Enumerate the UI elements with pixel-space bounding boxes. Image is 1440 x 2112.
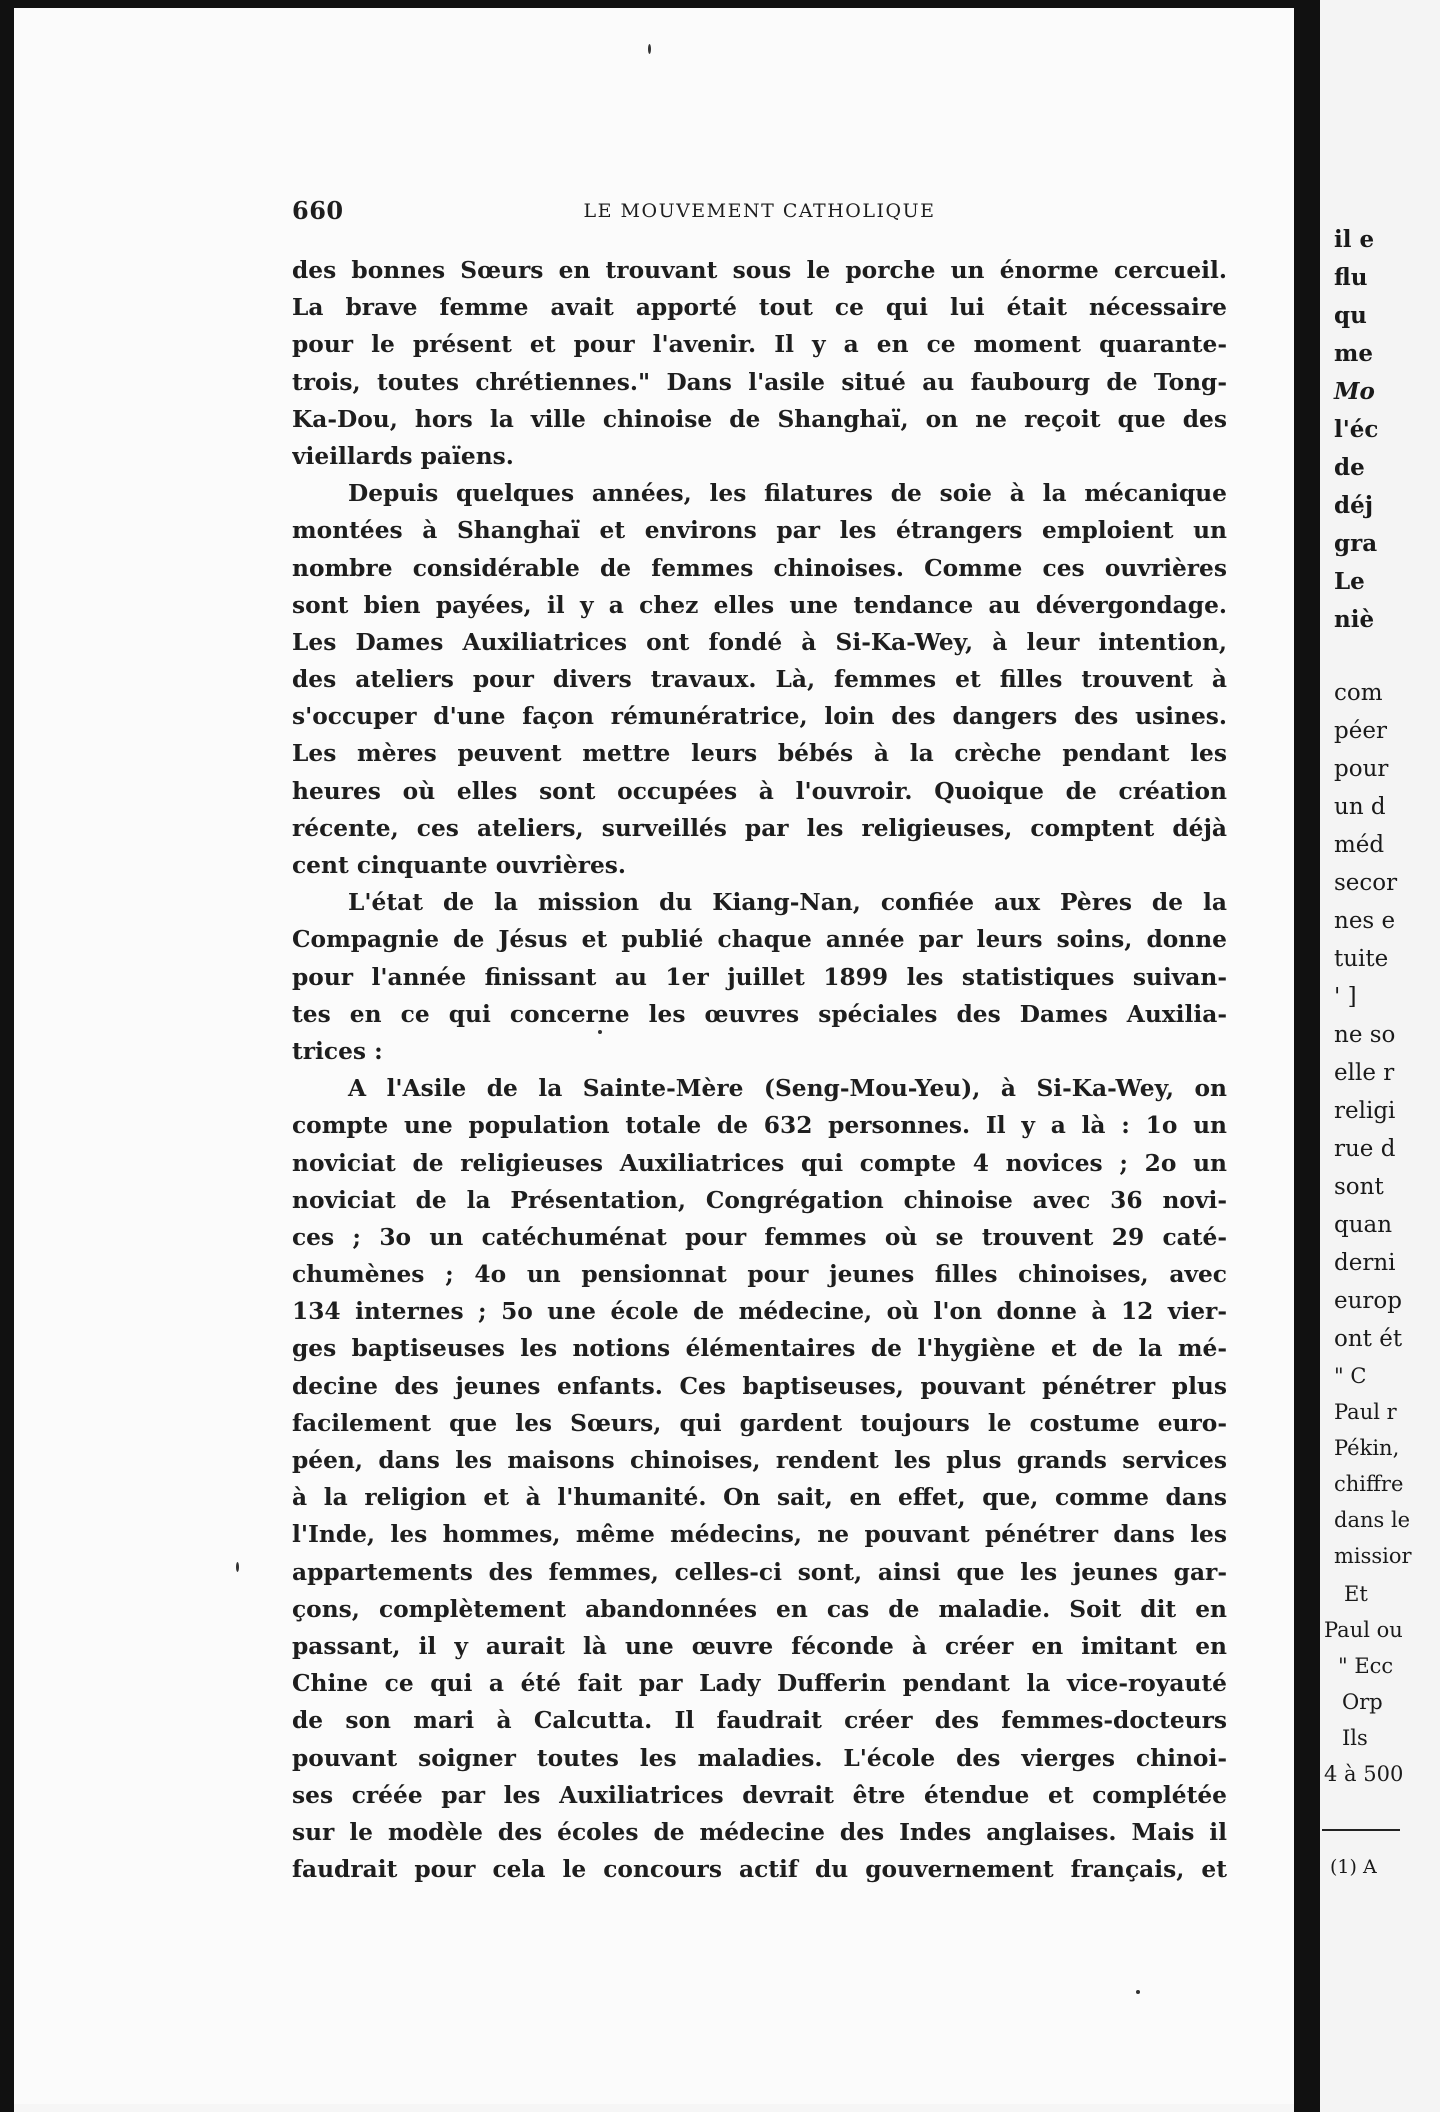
- text-line: chumènes ; 4o un pensionnat pour jeunes filles chinoises, avec: [292, 1261, 1227, 1289]
- text-line: nombre considérable de femmes chinoises. Comme ces ouvrières: [292, 554, 1227, 582]
- adjacent-page-fragment: derni: [1334, 1250, 1396, 1276]
- scan-speck: [1136, 1990, 1140, 1994]
- text-line: appartements des femmes, celles-ci sont, ainsi que les jeunes gar-: [292, 1558, 1227, 1586]
- adjacent-page-fragment: ne so: [1334, 1022, 1396, 1048]
- text-line: çons, complètement abandonnées en cas de maladie. Soit dit en: [292, 1595, 1227, 1623]
- text-line: tes en ce qui concerne les œuvres spéciales des Dames Auxilia-: [292, 1000, 1227, 1028]
- scan-speck: [648, 44, 651, 54]
- adjacent-page-fragment: méd: [1334, 832, 1385, 858]
- adjacent-page-fragment: 4 à 500: [1324, 1762, 1404, 1786]
- adjacent-page-fragment: un d: [1334, 794, 1386, 820]
- text-line: trois, toutes chrétiennes." Dans l'asile situé au faubourg de Tong-: [292, 368, 1227, 396]
- adjacent-page-fragment: " Ecc: [1338, 1654, 1394, 1678]
- adjacent-page-fragment: déj: [1334, 492, 1374, 519]
- adjacent-page-fragment: " C: [1334, 1364, 1367, 1388]
- text-line: decine des jeunes enfants. Ces baptiseuses, pouvant pénétrer plus: [292, 1372, 1227, 1400]
- adjacent-page-fragment: dans le: [1334, 1508, 1411, 1532]
- scan-speck: [236, 1562, 239, 1572]
- text-line: Compagnie de Jésus et publié chaque année par leurs soins, donne: [292, 926, 1227, 954]
- text-line: récente, ces ateliers, surveillés par les religieuses, comptent déjà: [292, 814, 1227, 842]
- text-line: péen, dans les maisons chinoises, rendent les plus grands services: [292, 1447, 1227, 1474]
- adjacent-page-fragment: Orp: [1342, 1690, 1383, 1714]
- text-line: cent cinquante ouvrières.: [292, 852, 627, 879]
- text-line: L'état de la mission du Kiang-Nan, confiée aux Pères de la: [348, 889, 1227, 917]
- adjacent-page-fragment: europ: [1334, 1288, 1402, 1314]
- adjacent-page-fragment: chiffre: [1334, 1472, 1404, 1496]
- adjacent-page-fragment: flu: [1334, 264, 1368, 291]
- text-line: Les Dames Auxiliatrices ont fondé à Si-Ka-Wey, à leur intention,: [292, 628, 1227, 656]
- text-line: des ateliers pour divers travaux. Là, femmes et filles trouvent à: [292, 666, 1227, 694]
- text-line: sont bien payées, il y a chez elles une tendance au dévergondage.: [292, 591, 1227, 619]
- text-line: compte une population totale de 632 personnes. Il y a là : 1o un: [292, 1112, 1227, 1140]
- adjacent-page-fragment: pour: [1334, 756, 1389, 782]
- adjacent-page-fragment: ' ]: [1334, 984, 1357, 1010]
- text-line: trices :: [292, 1037, 383, 1065]
- text-line: ges baptiseuses les notions élémentaires de l'hygiène et de la mé-: [292, 1335, 1227, 1363]
- page-header: [292, 196, 1227, 232]
- adjacent-page-fragment: Paul r: [1334, 1400, 1397, 1424]
- text-line: 134 internes ; 5o une école de médecine, où l'on donne à 12 vier-: [292, 1298, 1227, 1326]
- adjacent-page-fragment: niè: [1334, 606, 1375, 633]
- text-line: des bonnes Sœurs en trouvant sous le porche un énorme cercueil.: [292, 257, 1227, 284]
- text-line: ses créée par les Auxiliatrices devrait être étendue et complétée: [292, 1781, 1227, 1809]
- text-line: vieillards païens.: [292, 442, 514, 470]
- text-line: pour l'année finissant au 1er juillet 1899 les statistiques suivan-: [292, 963, 1227, 991]
- text-line: noviciat de religieuses Auxiliatrices qui compte 4 novices ; 2o un: [292, 1149, 1227, 1177]
- adjacent-page-fragment: nes e: [1334, 908, 1396, 934]
- text-line: montées à Shanghaï et environs par les étrangers emploient un: [292, 517, 1227, 545]
- text-line: facilement que les Sœurs, qui gardent toujours le costume euro-: [292, 1409, 1227, 1437]
- adjacent-page-fragment: Ils: [1342, 1726, 1368, 1750]
- text-line: pouvant soigner toutes les maladies. L'école des vierges chinoi-: [292, 1744, 1227, 1772]
- body-text: [292, 252, 1227, 1888]
- text-line: Chine ce qui a été fait par Lady Dufferin pendant la vice-royauté: [292, 1670, 1227, 1698]
- left-scan-border: [0, 0, 14, 2112]
- text-line: de son mari à Calcutta. Il faudrait créer des femmes-docteurs: [292, 1707, 1227, 1735]
- text-line: faudrait pour cela le concours actif du gouvernement français, et: [292, 1856, 1227, 1884]
- adjacent-page-fragment: elle r: [1334, 1060, 1395, 1086]
- running-head: LE MOUVEMENT CATHOLIQUE: [583, 200, 936, 222]
- adjacent-page-fragment: tuite: [1334, 946, 1389, 972]
- adjacent-page-fragment: religi: [1334, 1098, 1396, 1124]
- adjacent-page-fragment: de: [1334, 454, 1365, 481]
- adjacent-page-fragment: secor: [1334, 870, 1398, 896]
- text-line: pour le présent et pour l'avenir. Il y a en ce moment quarante-: [292, 331, 1227, 359]
- top-scan-border: [0, 0, 1440, 8]
- text-line: à la religion et à l'humanité. On sait, en effet, que, comme dans: [292, 1484, 1227, 1512]
- adjacent-page-fragment: Le: [1334, 568, 1365, 595]
- footnote-rule: [1322, 1829, 1400, 1831]
- text-line: passant, il y aurait là une œuvre féconde à créer en imitant en: [292, 1632, 1227, 1660]
- adjacent-page-fragment: quan: [1334, 1212, 1393, 1238]
- adjacent-page-fragment: missior: [1334, 1544, 1412, 1568]
- adjacent-page-fragment: il e: [1334, 226, 1375, 253]
- adjacent-page-fragment: sont: [1334, 1174, 1384, 1200]
- adjacent-page-fragment: Paul ou: [1324, 1618, 1403, 1642]
- adjacent-page-fragment: gra: [1334, 530, 1378, 557]
- adjacent-page-fragment: l'éc: [1334, 416, 1379, 443]
- page-gutter: [1294, 0, 1320, 2112]
- adjacent-page: [1320, 0, 1440, 2112]
- adjacent-page-fragment: Mo: [1334, 378, 1375, 405]
- text-line: Ka-Dou, hors la ville chinoise de Shanghaï, on ne reçoit que des: [292, 405, 1227, 433]
- text-line: heures où elles sont occupées à l'ouvroir. Quoique de création: [292, 777, 1227, 805]
- adjacent-page-fragment: (1) A: [1330, 1856, 1377, 1878]
- text-line: noviciat de la Présentation, Congrégation chinoise avec 36 novi-: [292, 1186, 1227, 1214]
- text-line: sur le modèle des écoles de médecine des Indes anglaises. Mais il: [292, 1818, 1227, 1846]
- text-line: s'occuper d'une façon rémunératrice, loin des dangers des usines.: [292, 703, 1227, 731]
- page-number: 660: [292, 196, 344, 225]
- text-line: La brave femme avait apporté tout ce qui lui était nécessaire: [292, 294, 1227, 322]
- text-line: Depuis quelques années, les filatures de soie à la mécanique: [348, 480, 1227, 508]
- adjacent-page-fragment: qu: [1334, 302, 1367, 329]
- adjacent-page-fragment: ont ét: [1334, 1326, 1403, 1352]
- adjacent-page-fragment: me: [1334, 340, 1373, 367]
- text-line: A l'Asile de la Sainte-Mère (Seng-Mou-Yeu), à Si-Ka-Wey, on: [348, 1075, 1227, 1103]
- adjacent-page-fragment: com: [1334, 680, 1383, 706]
- adjacent-page-fragment: Pékin,: [1334, 1436, 1400, 1460]
- adjacent-page-fragment: péer: [1334, 718, 1387, 744]
- adjacent-page-fragment: Et: [1344, 1582, 1368, 1606]
- text-line: ces ; 3o un catéchuménat pour femmes où se trouvent 29 caté-: [292, 1223, 1227, 1251]
- adjacent-page-fragment: rue d: [1334, 1136, 1396, 1162]
- text-line: Les mères peuvent mettre leurs bébés à la crèche pendant les: [292, 740, 1227, 768]
- scan-speck: [598, 1030, 602, 1034]
- text-line: l'Inde, les hommes, même médecins, ne pouvant pénétrer dans les: [292, 1521, 1227, 1549]
